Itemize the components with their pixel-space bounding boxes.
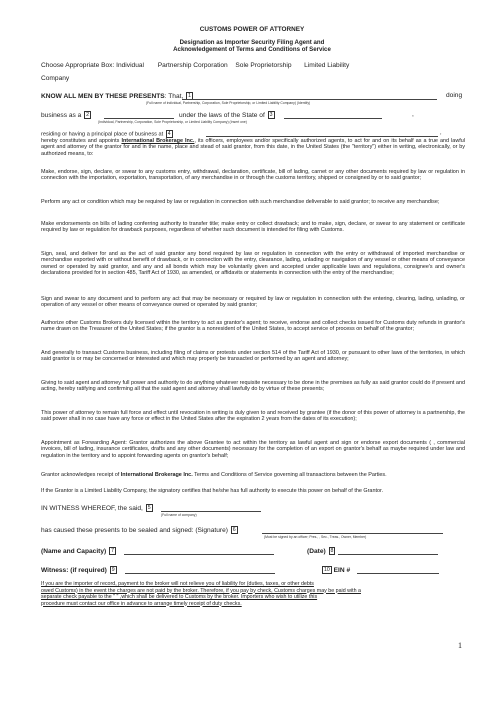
doing-text: doing (446, 92, 463, 99)
business-as-row (41, 111, 91, 119)
ein-label: EIN # (333, 566, 351, 574)
field-5-company-name[interactable]: 5 (147, 505, 151, 511)
notice-line-4: procedure must contact our office in advance to arrange timely receipt of duty checks. (41, 600, 242, 607)
field-9-witness[interactable]: 9 (111, 567, 115, 573)
date-label: (Date) (307, 547, 326, 555)
field-3-underline (284, 118, 382, 119)
field-2-hint: (Individual, Partnership, Corporation, Sole Proprietorship, or Limited Liability Company) (Insert one) (98, 120, 247, 124)
option-partnership-corporation[interactable]: Partnership Corporation (157, 62, 228, 69)
witness-whereof-row (41, 504, 153, 512)
witness-label: Witness: (if required) (41, 566, 107, 574)
field-2-entity-type[interactable]: 2 (86, 112, 90, 118)
witness-underline (125, 573, 275, 574)
paragraph-duration: This power of attorney to remain full force and effect until revocation in writing is duly given to and received by grantee (if the donor of this power of attorney is a partnership, the said power shall in no case have any force or effect in the United States after the expiration 2 years from the dates of its execution); (41, 410, 465, 423)
paragraph-customs-entry: Make, endorse, sign, declare, or swear to any customs entry, withdrawal, declaration, certificate, bill of lading, carnet or any other documents required by law or regulation in connection with the importation, exportation, transportation, of any merchandise in or through the customs territory, shipped or consigned by or to said grantor; (41, 169, 465, 182)
know-all-row (41, 92, 193, 100)
that-text: : That, (164, 92, 184, 100)
terms-text-a: Grantor acknowledges receipt of (41, 472, 121, 478)
document-subtitle-2: Acknowledgement of Terms and Conditions of Service (173, 46, 331, 53)
page-number: 1 (458, 641, 462, 650)
field-4-address[interactable]: 4 (167, 131, 171, 137)
appointment-text-a: hereby constitutes and appoints (41, 138, 122, 144)
residing-row (41, 130, 173, 138)
field-5-hint: (Full name of company) (161, 513, 197, 517)
under-laws-text: under the laws of the State of (179, 111, 265, 119)
name-capacity-label: (Name and Capacity) (41, 547, 107, 555)
ein-row (321, 566, 350, 574)
option-limited-liability[interactable]: Limited Liability (304, 62, 350, 69)
field-1-underline (182, 99, 437, 100)
paragraph-endorsements: Make endorsements on bills of lading conferring authority to transfer title; make entry or collect drawback; and to make, sign, declare, or swear to any statement or certificate required by law or regulation for drawback purposes, regardless of whether such document is intended for filing with Customs. (41, 221, 465, 234)
ein-underline (357, 573, 439, 574)
notice-line-3: separate check payable to the " " ,which shall be delivered to Customs by the broker. Importers who wish to utilize this (41, 594, 318, 600)
paragraph-authorize-brokers: Authorize other Customs Brokers duly licensed within the territory to act as grantor's agent; to receive, endorse and collect checks issued for Customs duty refunds in grantor's name drawn on the Treasurer of the United States; if the grantor is a nonresident of the United States, to accept service of process on behalf of the grantor; (41, 320, 465, 333)
signature-underline (262, 533, 443, 534)
document-title: CUSTOMS POWER OF ATTORNEY (199, 26, 305, 33)
appointment-text-b: , its officers, employees and/or specifically authorized agents, to act for and on its behalf as a true and lawful agent and attorney of the grantor for and in the name, place and stead of said grantor, from this date, in the United States (the "territory") either in writing, electronically, or by authorized means, to: (41, 138, 465, 157)
field-1-full-name[interactable]: 1 (188, 93, 192, 99)
document-subtitle-1: Designation as Importer Security Filing Agent and (179, 39, 325, 46)
option-sole-proprietorship[interactable]: Sole Proprietorship (235, 62, 292, 69)
field-1-hint: (Full name of individual, Partnership, Corporation, Sole Proprietorship, or Limited Liability Company) (Identify) (146, 101, 311, 105)
field-6-hint: (Must be signed by an officer; Pres., , Sec., Treas., Owner, Member) (264, 535, 367, 539)
entity-type-row (41, 62, 349, 69)
entity-type-continuation: Company (41, 75, 70, 82)
paragraph-forwarding-agent: Appointment as Forwarding Agent: Grantor authorizes the above Grantee to act within the territory as lawful agent and sign or endorse export documents ( , commercial invoices, bill of lading, insurance certificates, drafts and any other documents) necessary for the completion of an export on grantor's behalf as maybe required under law and regulation in the territory and to appoint forwarding agents on grantor's behalf; (41, 440, 465, 459)
paragraph-llc-authority: If the Grantor is a Limited Liability Company, the signatory certifies that he/she has full authority to execute this power on behalf of the Grantor. (41, 488, 384, 494)
paragraph-terms-acknowledgement (41, 472, 465, 478)
paragraph-perform-acts: Perform any act or condition which may be required by law or regulation in connection with such merchandise deliverable to said grantor; to receive any merchandise; (41, 199, 440, 205)
field-4-underline (206, 136, 438, 137)
name-capacity-underline (124, 554, 274, 555)
residing-text: residing or having a principal place of business at (41, 131, 164, 138)
field-6-signature[interactable]: 6 (232, 527, 236, 533)
date-underline (338, 554, 438, 555)
comma-2-text: , (440, 130, 442, 136)
paragraph-appointment (41, 138, 465, 157)
field-3-state[interactable]: 3 (269, 112, 273, 118)
notice-line-1: If you are the importer of record, payment to the broker will not relieve you of liability for (duties, taxes, or other debts (41, 581, 314, 587)
witness-whereof-text: IN WITNESS WHEREOF, the said, (41, 504, 143, 512)
field-8-date[interactable]: 8 (330, 548, 334, 554)
witness-row (41, 566, 117, 574)
paragraph-bonds: Sign, seal, and deliver for and as the act of said grantor any bond required by law or regulation in connection with the entry or withdrawal of imported merchandise or merchandise exported with or without benefit of drawback, or in connection with the entry, clearance, lading, unlading or navigation of any vessel or other means of conveyance owned or operated by said grantor, and any and all bonds which may be voluntarily given and accepted under applicable laws and regulations, consignee's and owner's declarations provided for in section 485, Tariff Act of 1930, as amended, or affidavits or statements in connection with the entry of the merchandise; (41, 251, 465, 277)
field-2-underline (104, 118, 174, 119)
paragraph-full-power: Giving to said agent and attorney full power and authority to do anything whatever requisite necessary to be done in the premises as fully as said grantor could do if present and acting, hereby ratifying and confirming all that the said agent and attorney shall lawfully do by virtue of these presents; (41, 380, 465, 393)
comma-text: , (412, 111, 414, 118)
field-10-ein[interactable]: 10 (324, 567, 330, 573)
know-all-heading: KNOW ALL MEN BY THESE PRESENTS (41, 92, 165, 100)
name-capacity-row (41, 547, 116, 555)
sealed-signed-text: has caused these presents to be sealed and signed: (Signature) (41, 526, 228, 534)
field-7-name-capacity[interactable]: 7 (111, 548, 114, 554)
importer-notice (41, 581, 465, 607)
state-row (179, 111, 275, 119)
terms-text-b: Terms and Conditions of Service governing all transactions between the Parties. (192, 472, 387, 478)
paragraph-sign-swear: Sign and swear to any document and to perform any act that may be necessary or required by law or regulation in connection with the entering, clearing, lading, unlading, or operation of any vessel or other means of conveyance owned or operated by said grantor; (41, 296, 465, 309)
notice-line-2: owed Customs) in the event the charges are not paid by the broker. Therefore, if you pay by check, Customs charges may be paid with a (41, 587, 361, 594)
choose-box-label: Choose Appropriate Box: Individual (41, 62, 145, 69)
broker-name: International Brokerage Inc. (121, 138, 195, 144)
paragraph-customs-business: And generally to transact Customs business, including filing of claims or protests under section 514 of the Tariff Act of 1930, or pursuant to other laws of the territories, in which said grantor is or may be concerned or interested and which may properly be transacted or performed by an agent and attorney; (41, 350, 465, 363)
field-5-underline (161, 511, 261, 512)
broker-name-2: International Brokerage Inc. (120, 472, 193, 478)
business-as-text: business as a (41, 111, 82, 119)
date-row (307, 547, 335, 555)
signature-row (41, 526, 238, 534)
